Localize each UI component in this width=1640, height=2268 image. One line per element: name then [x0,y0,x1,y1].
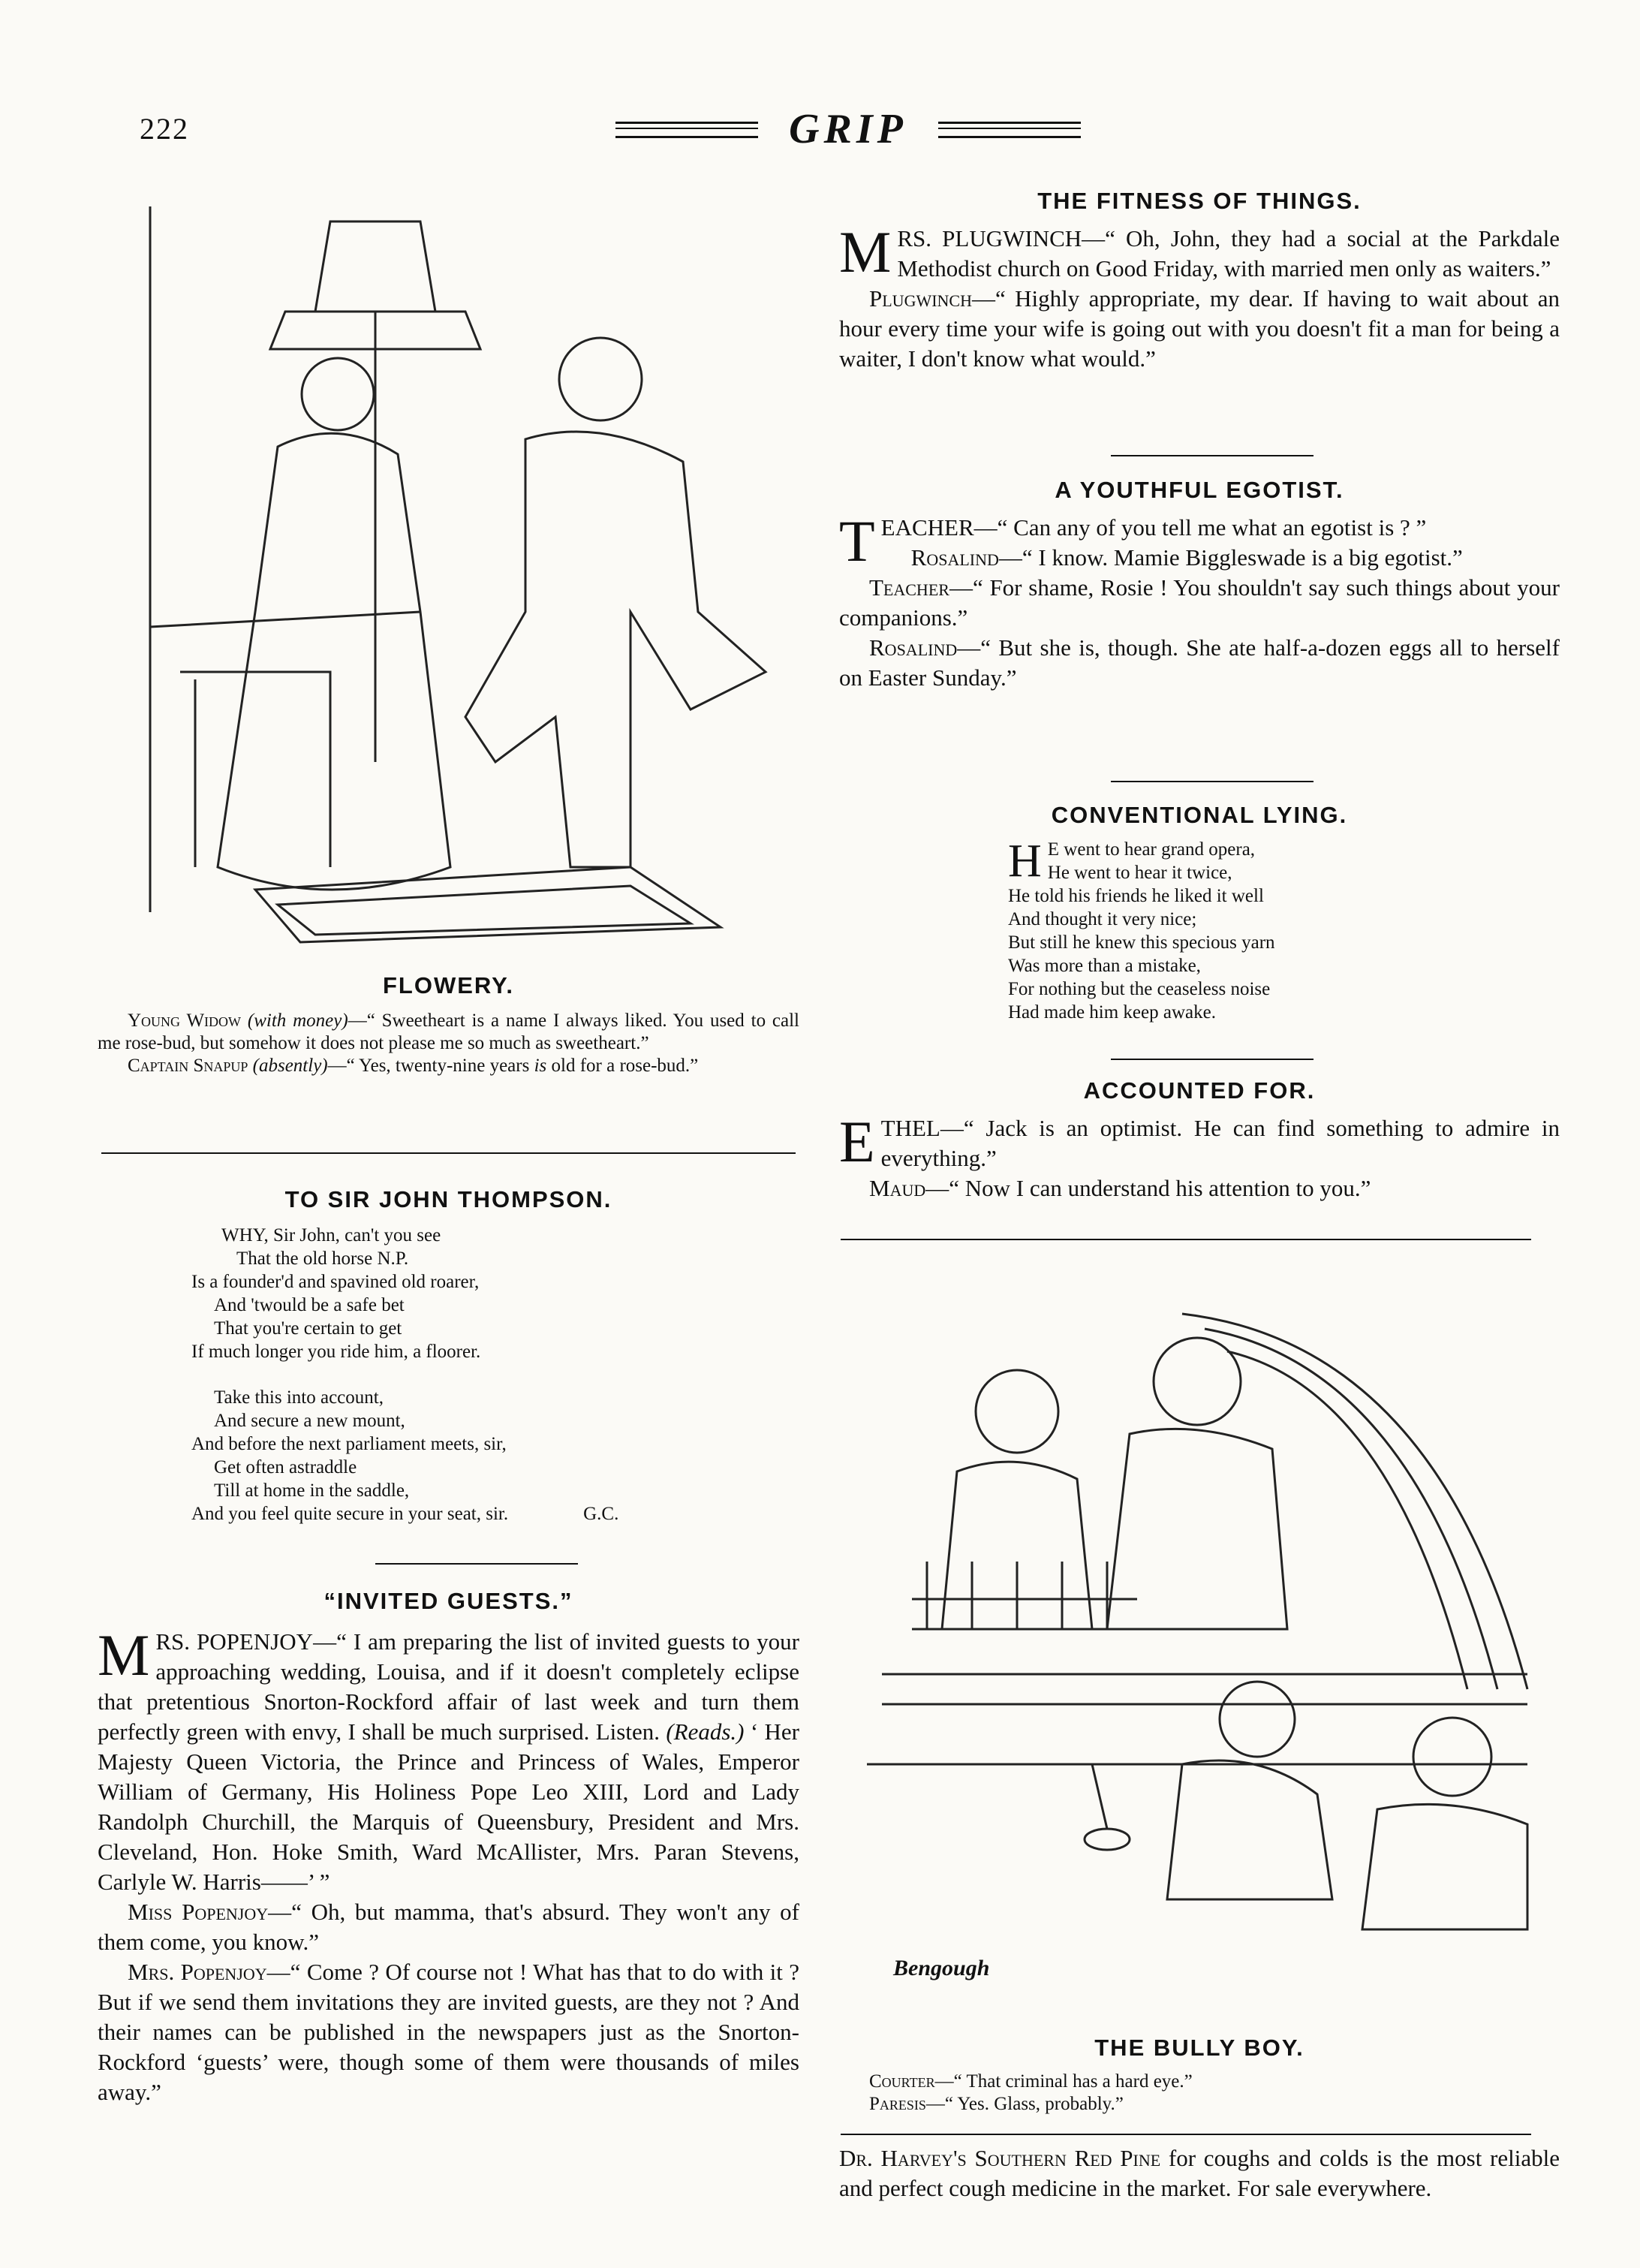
accounted-speaker-2: Maud [869,1175,926,1201]
invited-dropcap: M [98,1622,150,1688]
egotist-paragraph-2: —“ I know. Mamie Biggleswade is a big egotist.” [998,544,1463,571]
flowery-text-1: —“ Sweetheart is a name I always liked. You used to call me rose-bud, but somehow it does not please me so much as sweetheart.” [98,1011,799,1053]
divider-right-2 [1111,781,1314,782]
fitness-paragraph-1: RS. PLUGWINCH—“ Oh, John, they had a social at the Parkdale Methodist church on Good Friday, with married men only as waiters.” [897,225,1560,282]
egotist-speaker-3: Teacher [869,574,949,601]
accounted-section [839,1077,1560,1203]
verse-line: Had made him keep awake. [1008,1002,1216,1023]
egotist-speaker-2: Rosalind [910,544,999,571]
verse-line: Take this into account, [214,1387,384,1408]
verse-line: Get often astraddle [214,1457,357,1477]
bully-boy-drawing [867,1299,1542,1944]
invited-paragraph-1b: ‘ Her Majesty Queen Victoria, the Prince and Princess of Wales, Emperor William of Germany, His Holiness Pope Leo XIII, Lord and Lady Randolph Churchill, the Marquis of Queensbury, President and Mrs. Cleveland, Hon. Hoke Smith, Ward McAllister, Mrs. Paran Stevens, Carlyle W. Harris——’ ” [98,1718,799,1895]
verse-line: And before the next parliament meets, sir, [191,1434,507,1454]
sir-john-title: TO SIR JOHN THOMPSON. [284,1186,612,1212]
lying-title: CONVENTIONAL LYING. [1051,802,1348,828]
masthead-rule-left [615,122,758,138]
sir-john-stanza-1 [191,1224,799,1363]
divider-right-5 [841,2134,1531,2135]
egotist-title: A YOUTHFUL EGOTIST. [1055,477,1344,503]
divider-right-3 [1111,1059,1314,1060]
divider-right-1 [1111,455,1314,456]
masthead [615,105,1081,158]
page-number: 222 [140,112,189,146]
bully-text-2: —“ Yes. Glass, probably.” [925,2094,1124,2114]
divider-left-2 [375,1563,578,1565]
lying-section [839,802,1560,1024]
advertisement [839,2143,1560,2203]
accounted-title: ACCOUNTED FOR. [1083,1077,1316,1104]
egotist-speaker-4: Rosalind [869,634,958,661]
egotist-paragraph-3: —“ For shame, Rosie ! You shouldn't say such things about your companions.” [839,574,1560,631]
accounted-dropcap: E [839,1109,875,1174]
invited-speaker-2: Miss Popenjoy [128,1899,269,1925]
flowery-section [98,972,799,1077]
flowery-drawing [105,191,799,950]
accounted-paragraph-1: THEL—“ Jack is an optimist. He can find something to admire in everything.” [880,1115,1560,1171]
fitness-paragraph-2: —“ Highly appropriate, my dear. If having to wait about an hour every time your wife is going out with you doesn't fit a man for being a waiter, I don't know what would.” [839,285,1560,372]
bully-speaker-1: Courter [869,2071,935,2092]
fitness-dropcap: M [839,219,892,285]
bully-boy-title: THE BULLY BOY. [1094,2035,1304,2061]
egotist-section [839,477,1560,693]
fitness-section [839,188,1560,374]
advert-text: for coughs and colds is the most reliable and perfect cough medicine in the market. For sale everywhere. [839,2145,1560,2201]
egotist-dropcap: T [839,508,875,574]
verse-line: He went to hear it twice, [1047,863,1232,883]
sir-john-stanza-2 [191,1386,799,1526]
verse-line: WHY, Sir John, can't you see [221,1225,441,1245]
bully-speaker-2: Paresis [869,2094,926,2114]
divider-right-4 [841,1239,1531,1240]
verse-line: E went to hear grand opera, [1047,839,1256,860]
verse-line: Till at home in the saddle, [214,1480,410,1501]
verse-line: That the old horse N.P. [236,1248,409,1269]
verse-line: Is a founder'd and spavined old roarer, [191,1272,480,1292]
verse-line: And 'twould be a safe bet [214,1295,405,1315]
fitness-speaker-2: Plugwinch [869,285,972,312]
flowery-speaker-1: Young Widow [128,1011,242,1031]
invited-reads: (Reads.) [666,1718,745,1745]
invited-speaker-3: Mrs. Popenjoy [128,1959,267,1985]
egotist-paragraph-1: EACHER—“ Can any of you tell me what an egotist is ? ” [880,514,1427,541]
masthead-rule-right [938,122,1081,138]
fitness-title: THE FITNESS OF THINGS. [1037,188,1362,214]
flowery-direction-1: (with money) [247,1011,348,1031]
invited-title: “INVITED GUESTS.” [323,1588,573,1614]
bully-boy-section [839,2035,1560,2116]
verse-line: And thought it very nice; [1008,909,1197,929]
verse-line: If much longer you ride him, a floorer. [191,1342,481,1362]
flowery-direction-2: (absently) [252,1056,328,1076]
verse-line: But still he knew this specious yarn [1008,932,1275,953]
lying-dropcap: H [1008,836,1042,887]
sir-john-section [98,1186,799,1526]
flowery-text-2b: old for a rose-bud.” [546,1056,699,1076]
verse-line: For nothing but the ceaseless noise [1008,979,1271,999]
bully-boy-illustration [867,1299,1542,1944]
invited-paragraph-2: —“ Oh, but mamma, that's absurd. They won't any of them come, you know.” [98,1899,800,1955]
flowery-text-2a: —“ Yes, twenty-nine years [327,1056,534,1076]
verse-line: Was more than a mistake, [1008,956,1201,976]
masthead-title: GRIP [789,106,907,152]
verse-line: That you're certain to get [214,1318,402,1339]
verse-line: And secure a new mount, [214,1411,405,1431]
invited-section [98,1588,799,2107]
bully-boy-artist-signature: Bengough [893,1956,990,1980]
verse-line: He told his friends he liked it well [1008,886,1264,906]
accounted-paragraph-2: —“ Now I can understand his attention to you.” [925,1175,1371,1201]
flowery-illustration [105,191,799,950]
flowery-text-2-emphasis: is [534,1056,547,1076]
verse-line: And you feel quite secure in your seat, sir. [191,1504,509,1524]
divider-left-1 [101,1152,796,1154]
invited-paragraph-3: —“ Come ? Of course not ! What has that to do with it ? But if we send them invitations they are invited guests, are they not ? And their names can be published in the newspapers just as the Snorton-Rockford ‘guests’ were, though some of them were thousands of miles away.” [98,1959,799,2105]
advert-brand: Dr. Harvey's Southern Red Pine [839,2145,1161,2171]
invited-paragraph-1a: RS. POPENJOY—“ I am preparing the list of invited guests to your approaching wedding, Louisa, and if it doesn't completely eclipse that pretentious Snorton-Rockford affair of last week and turn them perfectly green with envy, I shall be much surprised. Listen. [98,1628,799,1745]
sir-john-signature: G.C. [583,1504,619,1524]
egotist-paragraph-4: —“ But she is, though. She ate half-a-dozen eggs all to herself on Easter Sunday.” [839,634,1560,691]
flowery-speaker-2: Captain Snapup [128,1056,248,1076]
flowery-title: FLOWERY. [382,972,514,998]
bully-text-1: —“ That criminal has a hard eye.” [934,2071,1193,2092]
